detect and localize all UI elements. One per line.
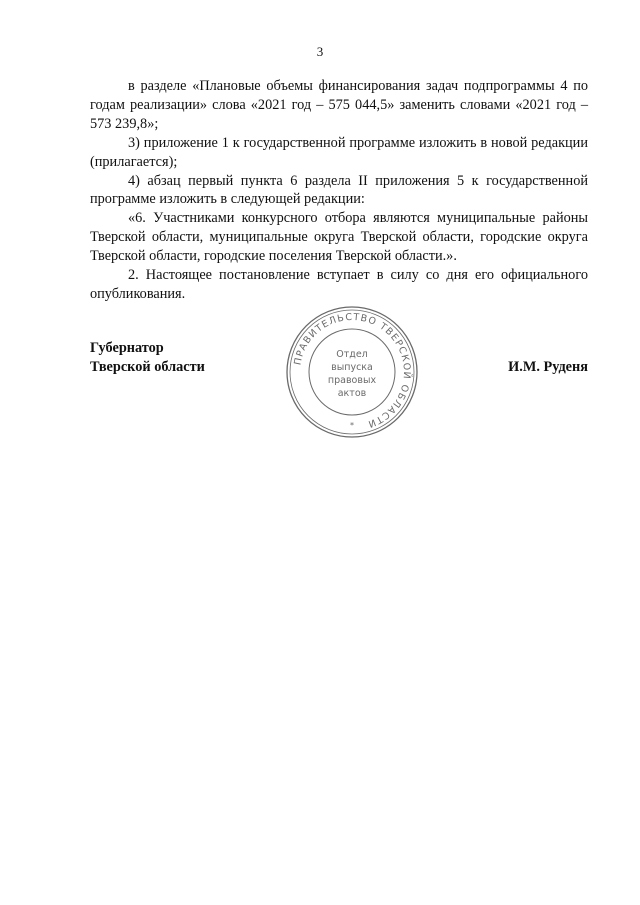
paragraph-appendix-5: 4) абзац первый пункта 6 раздела II приложения 5 к государственной программе изложить в следующей редакции: — [90, 172, 588, 208]
stamp-inner-line3: правовых — [327, 375, 377, 386]
paragraph-appendix-1: 3) приложение 1 к государственной программе изложить в новой редакции (прилагается); — [90, 134, 588, 170]
stamp-inner-line4: актов — [337, 388, 367, 399]
official-stamp — [284, 304, 420, 440]
signer-position-line1: Губернатор — [90, 340, 164, 356]
signer-position-line2: Тверской области — [90, 359, 205, 375]
stamp-ring-text: ПРАВИТЕЛЬСТВО ТВЕРСКОЙ ОБЛАСТИ — [292, 311, 413, 430]
page-number: 3 — [316, 44, 324, 59]
signer-name: И.М. Руденя — [508, 359, 588, 375]
paragraph-funding-amendment: в разделе «Плановые объемы финансирования задач подпрограммы 4 по годам реализации» слова «2021 год – 575 044,5» заменить словами «2021 год – 573 239,8»; — [90, 78, 588, 132]
signature-block — [90, 311, 588, 449]
signer-position — [90, 339, 205, 377]
stamp-inner-line2: выпуска — [331, 362, 373, 373]
paragraph-entry-into-force: 2. Настоящее постановление вступает в силу со дня его официального опубликования. — [90, 267, 588, 302]
stamp-inner-line1: Отдел — [336, 349, 368, 360]
paragraph-contest-participants: «6. Участниками конкурсного отбора являются муниципальные районы Тверской области, муниципальные округа Тверской области, городские округа Тверской области, городские поселения Тверской области.». — [90, 210, 588, 265]
stamp-star-icon: * — [350, 421, 354, 430]
document-body — [90, 77, 588, 304]
